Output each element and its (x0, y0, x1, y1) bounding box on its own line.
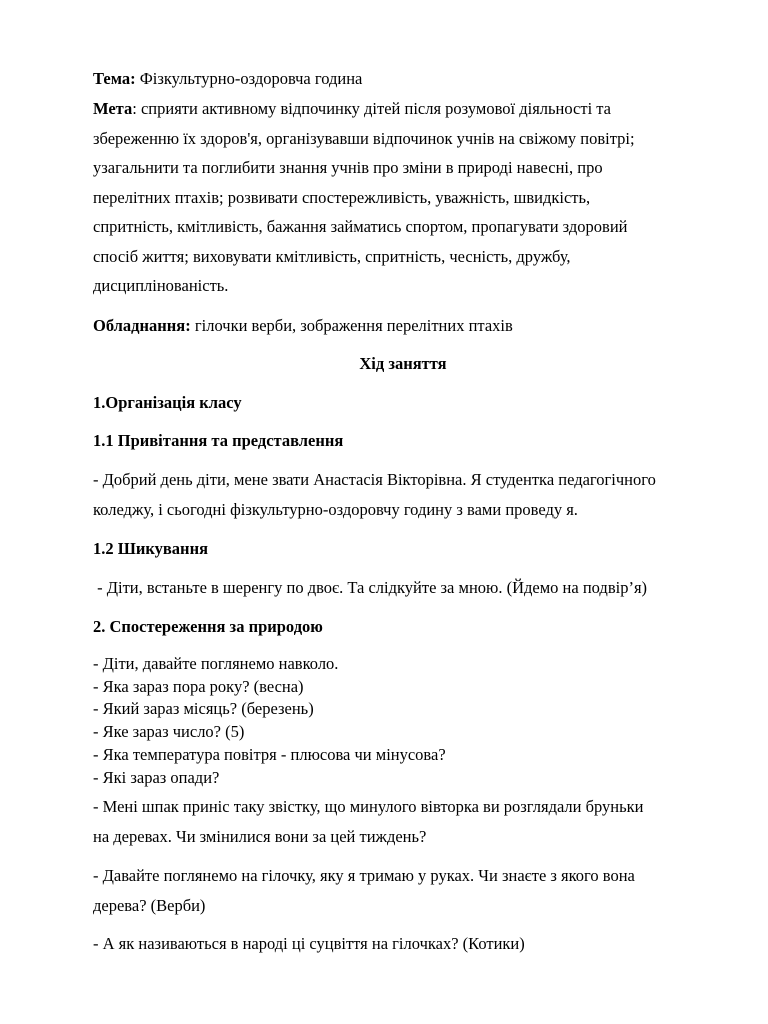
starling-paragraph (93, 792, 713, 851)
goal-line-6: спосіб життя; виховувати кмітливість, спритність, чесність, дружбу, (93, 246, 571, 266)
question-item: - Які зараз опади? (93, 767, 220, 787)
goal-line-5: спритність, кмітливість, бажання займатись спортом, пропагувати здоровий (93, 217, 628, 236)
goal-label: Мета (93, 99, 133, 118)
branch-line-2: дерева? (Верби) (93, 895, 206, 915)
goal-paragraph (93, 94, 713, 301)
topic-text: Фізкультурно-оздоровча година (135, 69, 363, 88)
goal-line-7: дисциплінованість. (93, 276, 229, 295)
greeting-line-1: - Добрий день діти, мене звати Анастасія Вікторівна. Я студентка педагогічного (93, 470, 656, 489)
goal-line-1: Мета: сприяти активному відпочинку дітей після розумової діяльності та (93, 99, 612, 118)
topic-line (93, 64, 713, 94)
question-item: - Діти, давайте поглянемо навколо. (93, 654, 339, 673)
starling-line-2: на деревах. Чи змінилися вони за цей тиждень? (93, 826, 427, 846)
equipment-text: гілочки верби, зображення перелітних птахів (190, 316, 513, 335)
equipment-line (93, 311, 713, 341)
section-2-title: 2. Спостереження за природою (93, 617, 323, 636)
greeting-line-2: коледжу, і сьогодні фізкультурно-оздоровчу годину з вами проведу я. (93, 499, 578, 519)
catkins-line: - А як називаються в народі ці суцвіття на гілочках? (Котики) (93, 934, 525, 953)
goal-line-2: збереженню їх здоров'я, організувавши відпочинок учнів на свіжому повітрі; (93, 128, 635, 148)
starling-line-1: - Мені шпак приніс таку звістку, що минулого вівторка ви розглядали бруньки (93, 797, 644, 816)
equipment-label: Обладнання: (93, 316, 191, 335)
nature-questions (93, 653, 713, 789)
question-item: - Яка температура повітря - плюсова чи мінусова? (93, 744, 446, 764)
goal-line-3: узагальнити та поглибити знання учнів про зміни в природі навесні, про (93, 158, 603, 177)
section-1-1-title: 1.1 Привітання та представлення (93, 431, 344, 450)
question-item: - Який зараз місяць? (березень) (93, 699, 314, 719)
section-1-title: 1.Організація класу (93, 393, 242, 412)
question-item: - Яка зараз пора року? (весна) (93, 676, 304, 696)
course-title: Хід заняття (359, 354, 447, 373)
greeting-paragraph (93, 465, 713, 524)
lineup-line: - Діти, встаньте в шеренгу по двоє. Та слідкуйте за мною. (Йдемо на подвір’я) (93, 578, 648, 597)
branch-line-1: - Давайте поглянемо на гілочку, яку я тримаю у руках. Чи знаєте з якого вона (93, 866, 635, 885)
goal-line-4: перелітних птахів; розвивати спостережливість, уважність, швидкість, (93, 187, 591, 207)
topic-label: Тема: (93, 69, 136, 88)
section-1-2-title: 1.2 Шикування (93, 539, 209, 558)
question-item: - Яке зараз число? (5) (93, 722, 245, 742)
branch-paragraph (93, 861, 713, 920)
